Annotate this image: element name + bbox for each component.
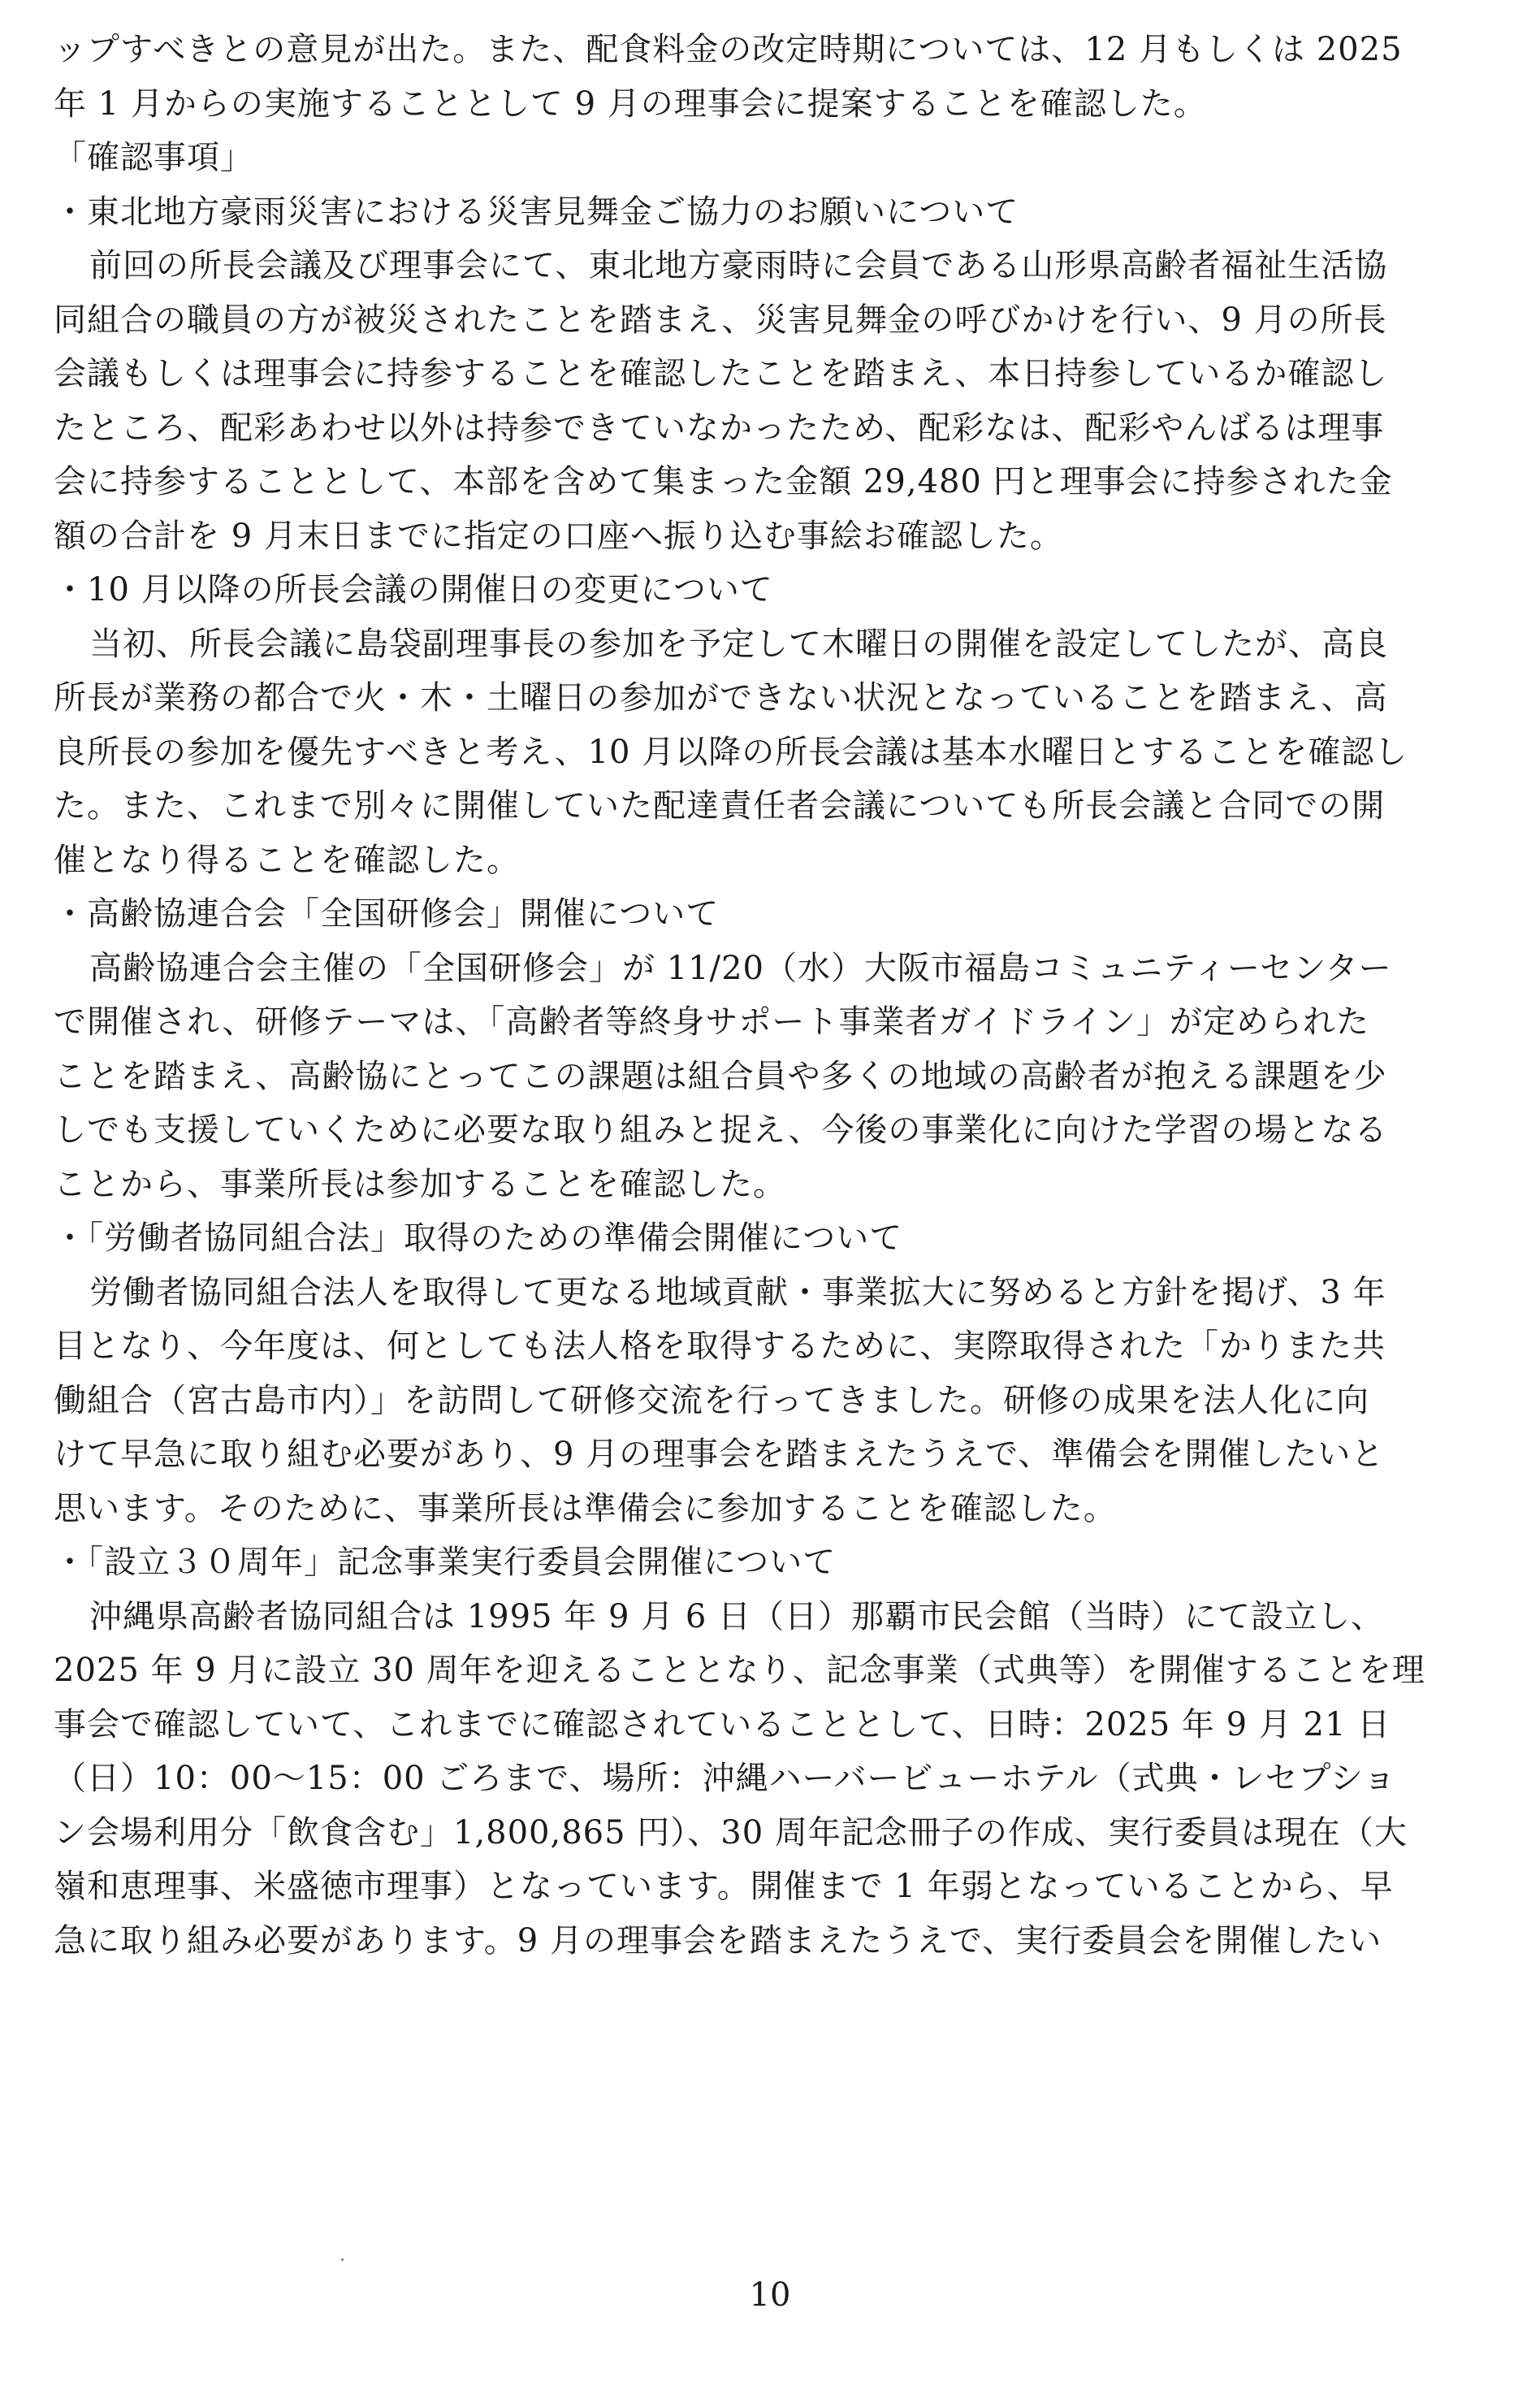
text-line: 働組合（宮古島市内）」を訪問して研修交流を行ってきました。研修の成果を法人化に向 (54, 1381, 1369, 1419)
text-line: 沖縄県高齢者協同組合は 1995 年 9 月 6 日（日）那覇市民会館（当時）にて設立し、 (89, 1597, 1384, 1635)
item-heading: ・高齢協連合会「全国研修会」開催について (54, 895, 720, 933)
text-line: 所長が業務の都合で火・木・土曜日の参加ができない状況となっていることを踏まえ、高 (54, 679, 1388, 717)
text-line: で開催され、研修テーマは、「高齢者等終身サポート事業者ガイドライン」が定められた (54, 1003, 1369, 1041)
text-line: 急に取り組み必要があります。9 月の理事会を踏まえたうえで、実行委員会を開催したい (54, 1921, 1382, 1960)
text-line: けて早急に取り組む必要があり、9 月の理事会を踏まえたうえで、準備会を開催したいと (54, 1436, 1385, 1473)
item-heading: ・東北地方豪雨災害における災害見舞金ご協力のお願いについて (54, 193, 1019, 231)
text-line: たところ、配彩あわせ以外は持参できていなかったため、配彩なは、配彩やんばるは理事 (54, 409, 1385, 447)
text-line: 年 1 月からの実施することとして 9 月の理事会に提案することを確認した。 (54, 84, 1207, 123)
text-line: 催となり得ることを確認した。 (54, 841, 520, 879)
scan-artifact (341, 2259, 344, 2261)
text-line: 高齢協連合会主催の「全国研修会」が 11/20（水）大阪市福島コミュニティーセンター (89, 949, 1392, 987)
text-line: 同組合の職員の方が被災されたことを踏まえ、災害見舞金の呼びかけを行い、9 月の所長 (54, 301, 1387, 339)
text-line: ップすべきとの意見が出た。また、配食料金の改定時期については、12 月もしくは 2025 (54, 31, 1403, 68)
section-heading: 「確認事項」 (54, 139, 253, 176)
text-line: ことを踏まえ、高齢協にとってこの課題は組合員や多くの地域の高齢者が抱える課題を少 (54, 1057, 1387, 1095)
text-line: ことから、事業所長は参加することを確認した。 (54, 1165, 786, 1203)
text-line: 事会で確認していて、これまでに確認されていることとして、日時：2025 年 9 月 21 日 (54, 1705, 1391, 1743)
text-line: 前回の所長会議及び理事会にて、東北地方豪雨時に会員である山形県高齢者福祉生活協 (89, 247, 1388, 284)
text-line: 会議もしくは理事会に持参することを確認したことを踏まえ、本日持参しているか確認し (54, 355, 1388, 392)
item-heading: ・「設立３０周年」記念事業実行委員会開催について (54, 1544, 837, 1581)
text-line: 思います。そのために、事業所長は準備会に参加することを確認した。 (54, 1489, 1117, 1527)
item-heading: ・10 月以降の所長会議の開催日の変更について (54, 571, 773, 608)
text-line: 目となり、今年度は、何としても法人格を取得するために、実際取得された「かりまた共 (54, 1327, 1386, 1365)
text-line: 会に持参することとして、本部を含めて集まった金額 29,480 円と理事会に持参された金 (54, 463, 1393, 500)
item-heading: ・「労働者協同組合法」取得のための準備会開催について (54, 1219, 903, 1257)
text-line: しでも支援していくために必要な取り組みと捉え、今後の事業化に向けた学習の場となる (54, 1111, 1388, 1149)
text-line: 2025 年 9 月に設立 30 周年を迎えることとなり、記念事業（式典等）を開催することを理 (54, 1652, 1425, 1689)
text-line: 良所長の参加を優先すべきと考え、10 月以降の所長会議は基本水曜日とすることを確認し (54, 733, 1408, 771)
text-line: 額の合計を 9 月末日までに指定の口座へ振り込む事絵お確認した。 (54, 517, 1063, 555)
text-line: （日）10：00〜15：00 ごろまで、場所：沖縄ハーバービューホテル（式典・レセプショ (54, 1760, 1397, 1797)
page-number: 10 (749, 2276, 791, 2314)
text-line: た。また、これまで別々に開催していた配達責任者会議についても所長会議と合同での開 (54, 787, 1386, 825)
text-line: 当初、所長会議に島袋副理事長の参加を予定して木曜日の開催を設定してしたが、高良 (89, 625, 1388, 663)
text-line: ン会場利用分「飲食含む」1,800,865 円）、30 周年記念冊子の作成、実行委員は現在（大 (54, 1813, 1408, 1851)
text-line: 嶺和恵理事、米盛徳市理事）となっています。開催まで 1 年弱となっていることから、早 (54, 1868, 1394, 1905)
body-text (54, 23, 1491, 1968)
text-line: 労働者協同組合法人を取得して更なる地域貢献・事業拡大に努めると方針を掲げ、3 年 (89, 1273, 1386, 1311)
